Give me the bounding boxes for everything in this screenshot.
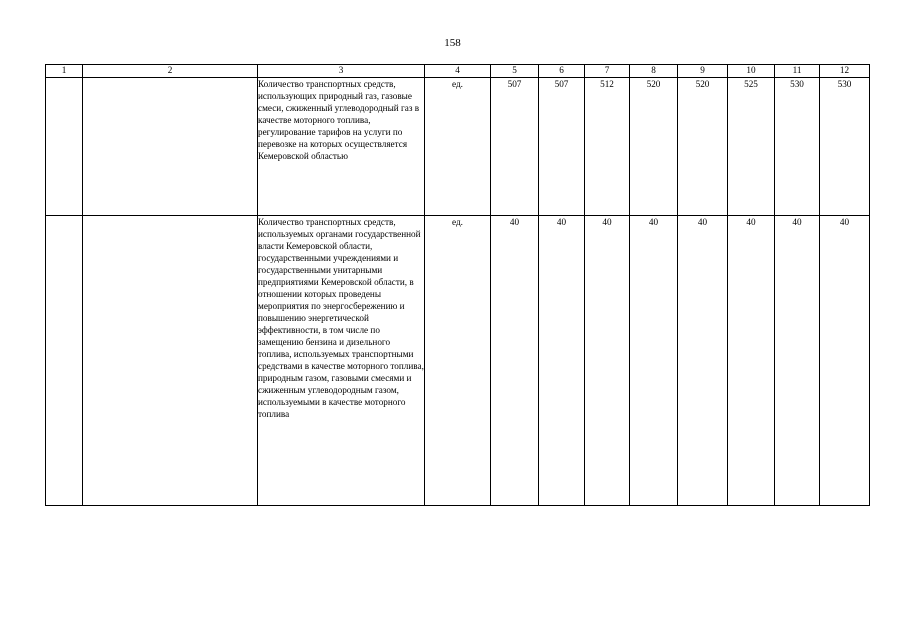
value-cell: 40 xyxy=(820,216,870,506)
unit-cell: ед. xyxy=(425,78,491,216)
row-number-cell xyxy=(46,216,83,506)
column-header: 10 xyxy=(728,65,775,78)
column-header: 11 xyxy=(775,65,820,78)
column-header: 9 xyxy=(678,65,728,78)
value-cell: 520 xyxy=(678,78,728,216)
column-header: 2 xyxy=(83,65,258,78)
value-cell: 40 xyxy=(539,216,585,506)
value-cell: 40 xyxy=(491,216,539,506)
value-cell: 40 xyxy=(630,216,678,506)
row-number-cell xyxy=(46,78,83,216)
column-header: 8 xyxy=(630,65,678,78)
row-group-cell xyxy=(83,216,258,506)
value-cell: 530 xyxy=(820,78,870,216)
value-cell: 40 xyxy=(775,216,820,506)
indicator-description: Количество транспортных средств, использующих природный газ, газовые смеси, сжиженный углеводородный газ в качестве моторного топлива, регулирование тарифов на услуги по перевозке на которых осуществляется Кемеровской областью xyxy=(258,78,425,216)
header-row xyxy=(46,65,870,78)
indicator-description: Количество транспортных средств, используемых органами государственной власти Кемеровской области, государственными учреждениями и государственными унитарными предприятиями Кемеровской области, в отношении которых проведены мероприятия по энергосбережению и повышению энергетической эффективности, в том числе по замещению бензина и дизельного топлива, используемых транспортными средствами в качестве моторного топлива, природным газом, газовыми смесями и сжиженным углеводородным газом, используемыми в качестве моторного топлива xyxy=(258,216,425,506)
value-cell: 520 xyxy=(630,78,678,216)
table-row xyxy=(46,216,870,506)
value-cell: 40 xyxy=(678,216,728,506)
column-header: 5 xyxy=(491,65,539,78)
page-number: 158 xyxy=(444,37,461,49)
unit-cell: ед. xyxy=(425,216,491,506)
value-cell: 507 xyxy=(491,78,539,216)
column-header: 4 xyxy=(425,65,491,78)
value-cell: 40 xyxy=(585,216,630,506)
value-cell: 525 xyxy=(728,78,775,216)
value-cell: 530 xyxy=(775,78,820,216)
table-row xyxy=(46,78,870,216)
value-cell: 40 xyxy=(728,216,775,506)
value-cell: 507 xyxy=(539,78,585,216)
column-header: 1 xyxy=(46,65,83,78)
row-group-cell xyxy=(83,78,258,216)
column-header: 7 xyxy=(585,65,630,78)
column-header: 3 xyxy=(258,65,425,78)
column-header: 12 xyxy=(820,65,870,78)
column-header: 6 xyxy=(539,65,585,78)
value-cell: 512 xyxy=(585,78,630,216)
indicator-table xyxy=(45,64,870,506)
